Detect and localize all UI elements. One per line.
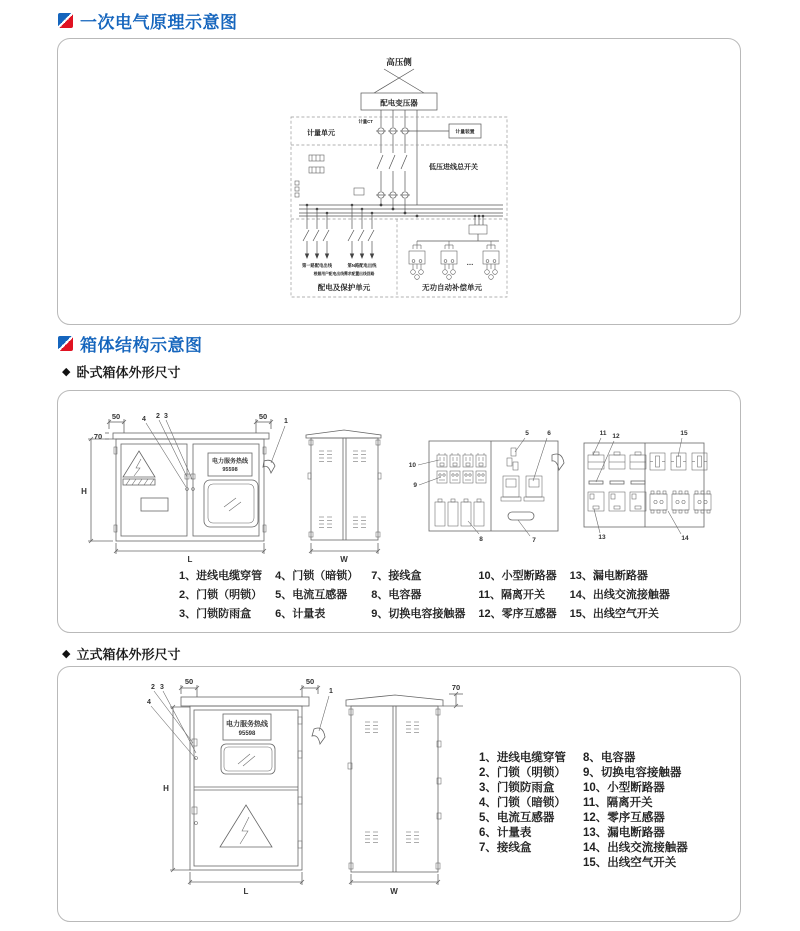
label-metering-unit: 计量单元 — [307, 130, 335, 137]
hotline-plate-line1: 电力服务热线 — [211, 459, 249, 465]
section-primary-title: 一次电气原理示意图 — [80, 13, 238, 32]
legend-item: 1、进线电缆穿管 — [179, 570, 263, 582]
callout-14: 14 — [681, 535, 689, 542]
callout-9: 9 — [413, 482, 417, 489]
callout-3: 3 — [164, 413, 168, 420]
legend-item: 6、计量表 — [275, 608, 326, 620]
label-outgoing-nth: 第N路配电出线 — [347, 263, 377, 268]
label-outgoing-first: 第一路配电出线 — [301, 263, 333, 268]
vbox-front-view — [147, 677, 333, 896]
callout-1: 1 — [284, 418, 288, 425]
vbox-legend-col2 — [583, 751, 688, 871]
legend-item: 7、接线盒 — [371, 570, 422, 582]
vbox-side-view — [346, 683, 463, 896]
legend-item: 9、切换电容接触器 — [371, 608, 466, 620]
legend-item: 11、隔离开关 — [583, 797, 653, 809]
legend-item: 2、门锁（明锁） — [179, 589, 263, 601]
callout-11: 11 — [599, 430, 607, 437]
section-marker-icon — [58, 13, 73, 28]
legend-item: 13、漏电断路器 — [569, 570, 648, 582]
hbox-interior-view-2 — [584, 430, 711, 542]
dim-50-right: 50 — [258, 412, 268, 421]
vertical-box-figure — [138, 675, 478, 905]
legend-item: 15、出线空气开关 — [583, 857, 677, 869]
dim-w: W — [340, 555, 348, 564]
callout-13: 13 — [598, 534, 606, 541]
legend-item: 12、零序互感器 — [583, 812, 665, 824]
legend-item: 4、门锁（暗锁） — [479, 797, 566, 809]
label-metering-ct: 计量CT — [358, 119, 373, 124]
primary-schematic-panel — [57, 38, 741, 325]
dim-50-left: 50 — [184, 677, 194, 686]
dim-50-right: 50 — [305, 677, 315, 686]
callout-2: 2 — [151, 684, 155, 691]
label-high-voltage-side: 高压侧 — [386, 57, 412, 67]
label-lv-main-switch: 低压进线总开关 — [429, 164, 478, 171]
callout-4: 4 — [147, 699, 151, 706]
legend-item: 7、接线盒 — [479, 842, 532, 854]
hotline-plate-line2: 95598 — [238, 731, 256, 737]
subhead-horizontal-label: 卧式箱体外形尺寸 — [76, 365, 181, 380]
callout-2: 2 — [156, 413, 160, 420]
hbox-legend — [179, 567, 670, 624]
legend-item: 11、隔离开关 — [478, 589, 546, 601]
legend-item: 14、出线交流接触器 — [569, 589, 670, 601]
legend-item: 10、小型断路器 — [583, 782, 665, 794]
primary-schematic-figure — [269, 53, 529, 311]
callout-15: 15 — [680, 430, 688, 437]
dim-70: 70 — [451, 683, 461, 692]
legend-item: 6、计量表 — [479, 827, 532, 839]
legend-item: 12、零序互感器 — [478, 608, 557, 620]
diamond-bullet-icon: ◆ — [62, 648, 71, 660]
hbox-front-view — [81, 412, 288, 564]
label-distribution-unit: 配电及保护单元 — [317, 283, 371, 292]
legend-item: 5、电流互感器 — [275, 589, 348, 601]
legend-item: 2、门锁（明锁） — [479, 767, 566, 779]
section-structure-title: 箱体结构示意图 — [80, 336, 203, 355]
legend-item: 5、电流互感器 — [479, 812, 555, 824]
subhead-vertical — [62, 644, 180, 663]
horizontal-box-panel — [57, 390, 741, 633]
label-compensation-unit: 无功自动补偿单元 — [422, 283, 482, 292]
legend-item: 8、电容器 — [583, 752, 636, 764]
label-ellipsis: … — [466, 260, 474, 267]
callout-8: 8 — [479, 536, 483, 543]
diamond-bullet-icon: ◆ — [62, 366, 71, 378]
dim-l: L — [187, 555, 193, 564]
callout-3: 3 — [160, 684, 164, 691]
legend-item: 3、门锁防雨盒 — [479, 782, 555, 794]
callout-1: 1 — [329, 688, 333, 695]
legend-item: 8、电容器 — [371, 589, 422, 601]
legend-item: 13、漏电断路器 — [583, 827, 665, 839]
hotline-plate-line1: 电力服务热线 — [226, 721, 268, 728]
hotline-plate-line2: 95598 — [222, 467, 238, 473]
dim-50-left: 50 — [111, 412, 121, 421]
legend-item: 10、小型断路器 — [478, 570, 557, 582]
legend-item: 9、切换电容接触器 — [583, 767, 682, 779]
vbox-legend — [479, 751, 688, 871]
horizontal-box-figure — [60, 399, 742, 567]
section-marker-icon — [58, 336, 73, 351]
vertical-box-panel — [57, 666, 741, 922]
subhead-horizontal — [62, 362, 180, 381]
legend-item: 14、出线交流接触器 — [583, 842, 688, 854]
dim-70: 70 — [93, 432, 103, 441]
dim-l: L — [243, 887, 249, 896]
legend-item: 15、出线空气开关 — [569, 608, 659, 620]
vbox-legend-col1 — [479, 751, 575, 871]
callout-7: 7 — [532, 537, 536, 544]
label-outgoing-note: 根据用户配电出线需求配置出线回路 — [313, 272, 375, 276]
legend-item: 3、门锁防雨盒 — [179, 608, 252, 620]
callout-12: 12 — [612, 433, 620, 440]
callout-6: 6 — [547, 430, 551, 437]
legend-item: 4、门锁（暗锁） — [275, 570, 359, 582]
dim-h: H — [81, 487, 87, 496]
label-metering-device: 计量装置 — [455, 130, 475, 135]
label-transformer: 配电变压器 — [380, 98, 418, 108]
dim-h: H — [163, 784, 169, 793]
legend-item: 1、进线电缆穿管 — [479, 752, 566, 764]
callout-5: 5 — [525, 430, 529, 437]
dim-w: W — [390, 887, 398, 896]
section-structure-header — [58, 331, 203, 356]
callout-4: 4 — [142, 416, 146, 423]
hbox-side-view — [306, 430, 381, 564]
section-primary-header — [58, 8, 238, 33]
subhead-vertical-label: 立式箱体外形尺寸 — [76, 647, 181, 662]
callout-10: 10 — [408, 462, 416, 469]
hbox-interior-view-1 — [409, 430, 564, 544]
